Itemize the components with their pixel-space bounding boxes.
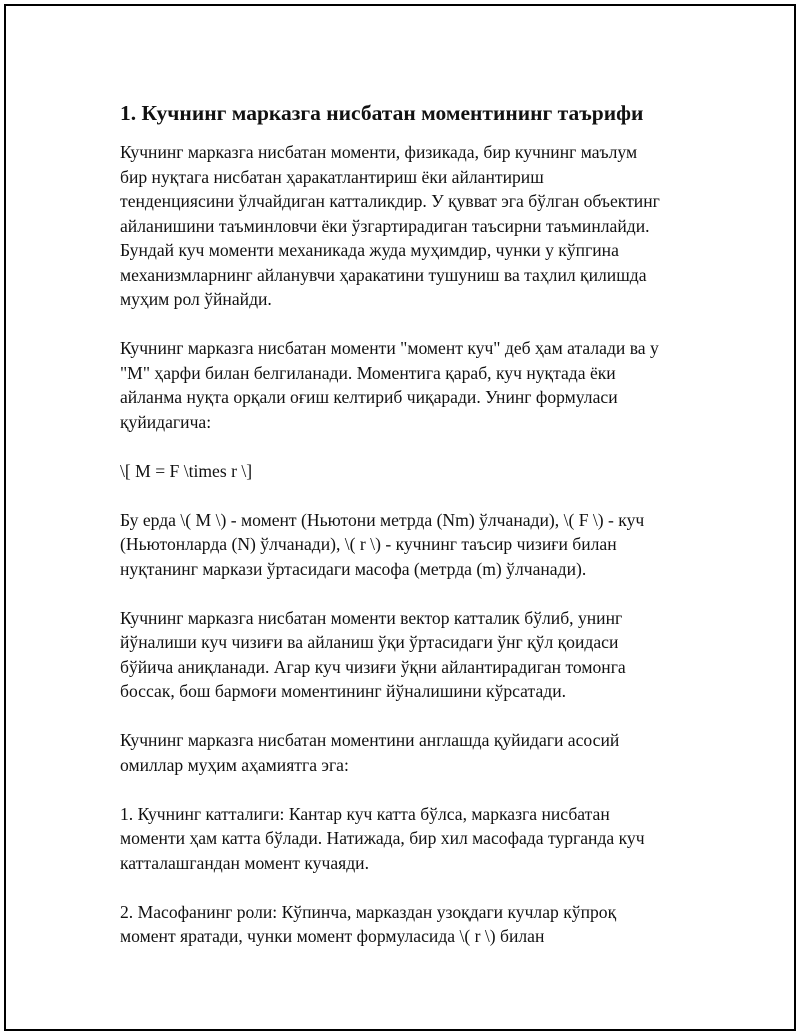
list-item-distance-role [120, 900, 700, 949]
text-line: бир нуқтага нисбатан ҳаракатлантириш ёки айлантириш [120, 166, 544, 187]
text-line: 2. Масофанинг роли: Кўпинча, марказдан узоқдаги кучлар кўпроқ [120, 901, 617, 922]
text-line: нуқтанинг маркази ўртасидаги масофа (метрда (m) ўлчанади). [120, 558, 587, 579]
paragraph-formula-intro [120, 336, 700, 434]
list-item-force-magnitude [120, 802, 700, 876]
text-line: омиллар муҳим аҳамиятга эга: [120, 754, 349, 775]
text-line: тенденциясини ўлчайдиган катталикдир. У қувват эга бўлган объектинг [120, 191, 660, 211]
text-line: Бундай куч моменти механикада жуда муҳимдир, чунки у кўпгина [120, 240, 619, 260]
text-line: моменти ҳам катта бўлади. Натижада, бир хил масофада турганда куч [120, 828, 645, 848]
text-line: муҳим рол ўйнайди. [120, 289, 272, 309]
text-line: (Ньютонларда (N) ўлчанади), \( r \) - кучнинг таъсир чизиғи билан [120, 534, 617, 554]
text-line: Кучнинг марказга нисбатан моменти, физикада, бир кучнинг маълум [120, 142, 638, 162]
text-line: Кучнинг марказга нисбатан моменти "момент куч" деб ҳам аталади ва у [120, 338, 659, 358]
document-body [120, 98, 700, 973]
text-line: айланма нуқта орқали оғиш келтириб чиқаради. Унинг формуласи [120, 387, 618, 407]
text-line: қуйидагича: [120, 411, 212, 432]
paragraph-definition [120, 140, 700, 312]
text-line: боссак, бош бармоғи моментининг йўналишини кўрсатади. [120, 681, 567, 701]
text-line: катталашгандан момент кучаяди. [120, 852, 369, 873]
text-line: бўйича аниқланади. Агар куч чизиғи ўқни айлантирадиган томонга [120, 656, 626, 677]
paragraph-vector [120, 606, 700, 704]
text-line: момент яратади, чунки момент формуласида \( r \) билан [120, 926, 545, 946]
text-line: йўналиши куч чизиғи ва айланиш ўқи ўртасидаги ўнг қўл қоидаси [120, 632, 619, 652]
text-line: механизмларнинг айланувчи ҳаракатини тушуниш ва таҳлил қилишда [120, 264, 647, 285]
formula-line: \[ M = F \times r \] [120, 460, 253, 481]
paragraph-variables [120, 508, 700, 582]
paragraph-factors-intro [120, 728, 700, 777]
text-line: Бу ерда \( M \) - момент (Ньютони метрда (Nm) ўлчанади), \( F \) - куч [120, 509, 645, 530]
paragraph-formula [120, 459, 700, 484]
section-heading: 1. Кучнинг марказга нисбатан моментининг таърифи [120, 101, 644, 125]
text-line: Кучнинг марказга нисбатан моментини англашда қуйидаги асосий [120, 730, 620, 750]
text-line: айланишини таъминловчи ёки ўзгартирадиган таъсирни таъминлайди. [120, 215, 650, 236]
text-line: 1. Кучнинг катталиги: Кантар куч катта бўлса, марказга нисбатан [120, 803, 610, 824]
text-line: Кучнинг марказга нисбатан моменти вектор катталик бўлиб, унинг [120, 607, 623, 628]
text-line: "M" ҳарфи билан белгиланади. Моментига қараб, куч нуқтада ёки [120, 362, 616, 383]
page-frame [4, 4, 796, 1031]
